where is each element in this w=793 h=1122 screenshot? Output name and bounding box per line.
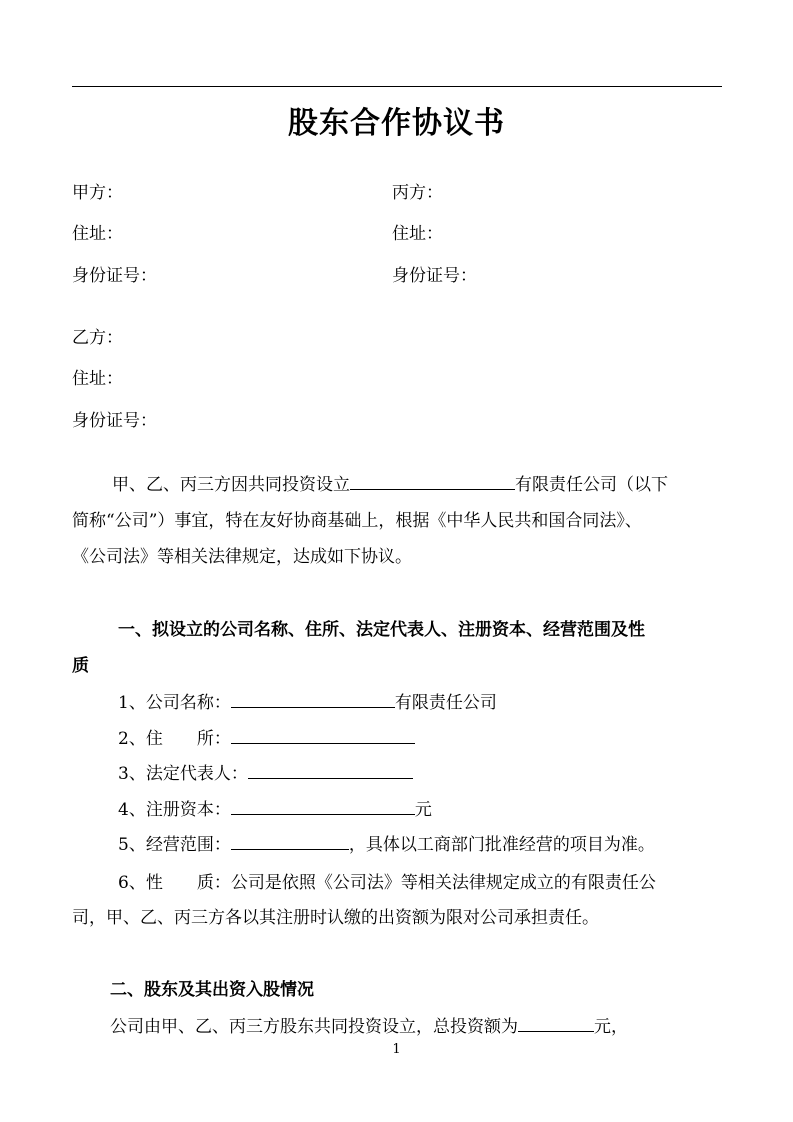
preamble-text-1b: 有限责任公司（以下: [515, 475, 668, 495]
party-b-label: 乙方：: [72, 328, 123, 348]
capital-blank: [231, 797, 415, 815]
item-address: [118, 726, 415, 751]
capital-label: 4、注册资本：: [118, 800, 231, 820]
document-title: 股东合作协议书: [288, 106, 505, 141]
party-b-id: 身份证号：: [72, 411, 157, 431]
preamble-line-1: [112, 472, 668, 497]
party-c-id: 身份证号：: [392, 266, 477, 286]
party-c-label: 丙方：: [392, 183, 443, 203]
address-blank: [231, 726, 415, 744]
party-c-address: 住址：: [392, 224, 443, 244]
capital-suffix: 元: [414, 800, 432, 820]
page-number: 1: [392, 1042, 401, 1057]
company-name-label: 1、公司名称：: [118, 693, 231, 713]
section-1-heading: 一、拟设立的公司名称、住所、法定代表人、注册资本、经营范围及性: [118, 620, 645, 640]
company-name-blank: [350, 472, 515, 490]
section-1-heading-cont: 质: [72, 656, 89, 676]
section-2-text-a: 公司由甲、乙、丙三方股东共同投资设立，总投资额为: [110, 1017, 518, 1037]
preamble-line-2: 简称“公司”）事宜，特在友好协商基础上，根据《中华人民共和国合同法》、: [72, 511, 642, 531]
scope-label: 5、经营范围：: [118, 835, 231, 855]
preamble-text-1a: 甲、乙、丙三方因共同投资设立: [112, 475, 350, 495]
section-2-text-b: 元，: [594, 1017, 628, 1037]
preamble-line-3: 《公司法》等相关法律规定，达成如下协议。: [72, 547, 412, 567]
party-b-address: 住址：: [72, 369, 123, 389]
item-nature-cont: 司，甲、乙、丙三方各以其注册时认缴的出资额为限对公司承担责任。: [72, 908, 599, 928]
investment-amount-blank: [518, 1014, 594, 1032]
legal-rep-label: 3、法定代表人：: [118, 764, 248, 784]
party-a-address: 住址：: [72, 224, 123, 244]
item-capital: [118, 797, 432, 822]
scope-suffix: ，具体以工商部门批准经营的项目为准。: [348, 835, 655, 855]
section-2-line-1: [110, 1014, 628, 1039]
address-label: 2、住 所：: [118, 729, 231, 749]
item-scope: [118, 832, 655, 857]
legal-rep-blank: [248, 761, 413, 779]
item-company-name: [118, 690, 497, 715]
header-rule: [72, 86, 722, 87]
item-nature: 6、性 质：公司是依照《公司法》等相关法律规定成立的有限责任公: [118, 873, 656, 893]
company-name-suffix: 有限责任公司: [394, 693, 497, 713]
scope-blank: [231, 832, 349, 850]
section-2-heading: 二、股东及其出资入股情况: [110, 980, 314, 1000]
company-name-field-blank: [231, 690, 395, 708]
party-a-id: 身份证号：: [72, 266, 157, 286]
party-a-label: 甲方：: [72, 183, 123, 203]
item-legal-rep: [118, 761, 413, 786]
